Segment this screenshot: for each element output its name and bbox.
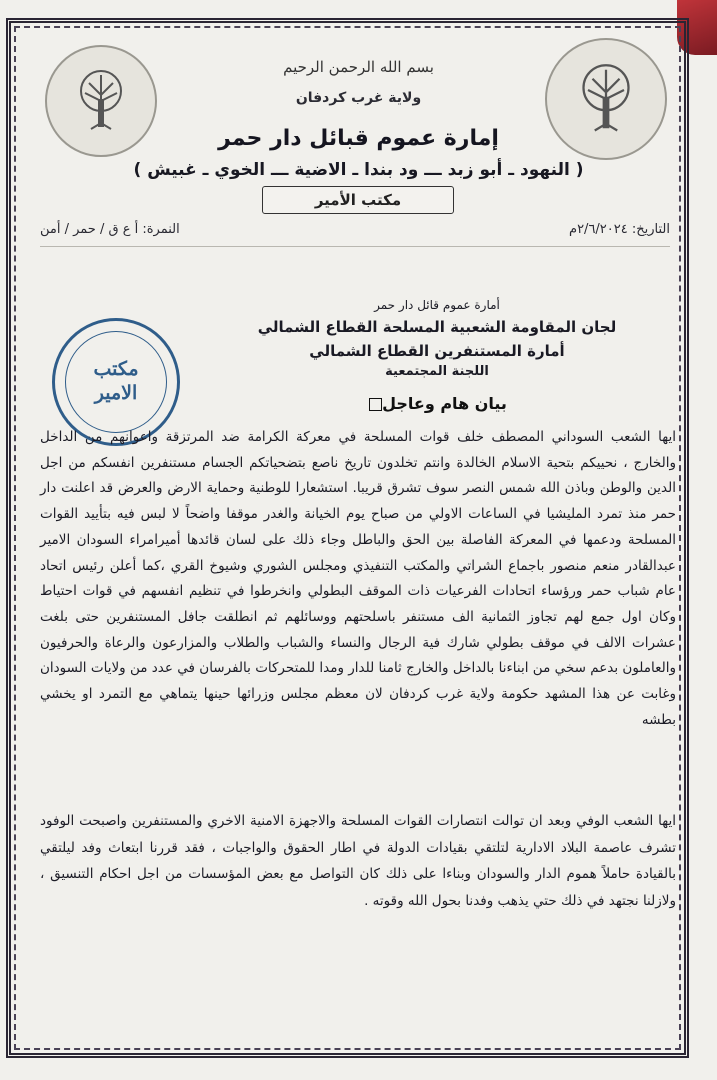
state-name: ولاية غرب كردفان	[295, 90, 422, 106]
stamp-inner	[65, 331, 167, 433]
address-line-1: أمارة عموم قائل دار حمر	[374, 298, 500, 312]
address-line-4: اللجنة المجتمعية	[385, 364, 489, 379]
document-date: التاريخ: ٢/٦/٢٠٢٤م	[569, 222, 670, 237]
meta-row	[40, 222, 670, 247]
emirate-title: إمارة عموم قبائل دار حمر	[218, 126, 499, 151]
checkbox-icon	[369, 398, 382, 411]
urgent-heading	[157, 394, 717, 413]
statement-body-2	[40, 808, 676, 914]
office-label: مكتب الأمير	[262, 186, 454, 214]
address-line-2: لجان المقاومة الشعبية المسلحة القطاع الشمالي	[257, 318, 617, 336]
paragraph-1: ايها الشعب السوداني المصطف خلف قوات المسلحة في معركة الكرامة ضد المرتزقة واعوانهم من الداخل والخارج ، نحييكم بتحية الاسلام الخالدة وانتم تخلدون تاريخ ناصع بتضحياتكم الجسام مستنفرين انفسكم من اجل الدين والوطن وباذن الله شمس النصر سوف تشرق قريبا. استشعارا للوطنية وحماية الارض والعرض قد اعلنت دار حمر منذ تمرد المليشيا في الساعات الاولي من صباح يوم الخيانة والغدر موقفا واضحاً لا لبس فيه بتأييد القوات المسلحة ودعمها في المعركة الفاصلة بين الحق والباطل وجاء ذلك على لسان قائدها أميرامراء السودان الامير عبدالقادر منعم منصور باجماع الشراتي والمكتب التنفيذي ومجلس الشوري وشيوخ القري ،كما أعلن رئيس اتحاد عام شباب حمر ورؤساء اتحادات الفرعيات ذات الموقف البطولي وانخرطوا في تنظيم انفسهم في قوات احتياط وكان اول جمع لهم تجاوز الثمانية الف مستنفر باسلحتهم ووسائلهم ثم انطلقت جافل المستنفرين حتى بلغت عشرات الالف في موقف بطولي شارك فية الرجال والنساء والشباب والطلاب والمزارعون والرعاة والحرفيون والعاملون بدعم سخي من ابناءنا بالداخل والخارج ثامنا للدار ومدا للمتحركات بالفرسان في عدد من ولايات السودان وغابت عن هذا المشهد حكومة ولاية غرب كردفان لان معظم مجلس وزرائها حينها يتماهي مع التمرد او يخشي بطشه	[40, 429, 676, 728]
stamp-line-1: مكتب	[93, 358, 139, 381]
document-number: النمرة: أ ع ق / حمر / أمن	[40, 222, 180, 237]
stamp-line-2: الامير	[94, 382, 138, 404]
basmala: بسم الله الرحمن الرحيم	[283, 58, 434, 76]
urgent-label: بيان هام وعاجل	[382, 394, 507, 413]
tribes-list: ( النهود ـ أبو زبد ـــ ود بندا ـ الاضية ـــ الخوي ـ غبيش )	[133, 160, 584, 180]
paragraph-2: ايها الشعب الوفي وبعد ان توالت انتصارات القوات المسلحة والاجهزة الامنية الاخري والمستنفرين واصبحت الوفود تشرف عاصمة البلاد الادارية لتلتقي بقيادات الدولة في اطار الحقوق والواجبات ، فقد قررنا ابتعاث وفد ليلتقي بالقيادة حاملاً هموم الدار والسودان وبناءا على ذلك كان التواصل مع بعض المؤسسات من اجل احكام التنسيق ، ولازلنا نجتهد في ذلك حتي يذهب وفدنا بحول الله وقوته .	[40, 813, 676, 909]
address-line-3: أمارة المستنفرين القطاع الشمالي	[309, 342, 565, 360]
statement-body	[40, 425, 676, 733]
